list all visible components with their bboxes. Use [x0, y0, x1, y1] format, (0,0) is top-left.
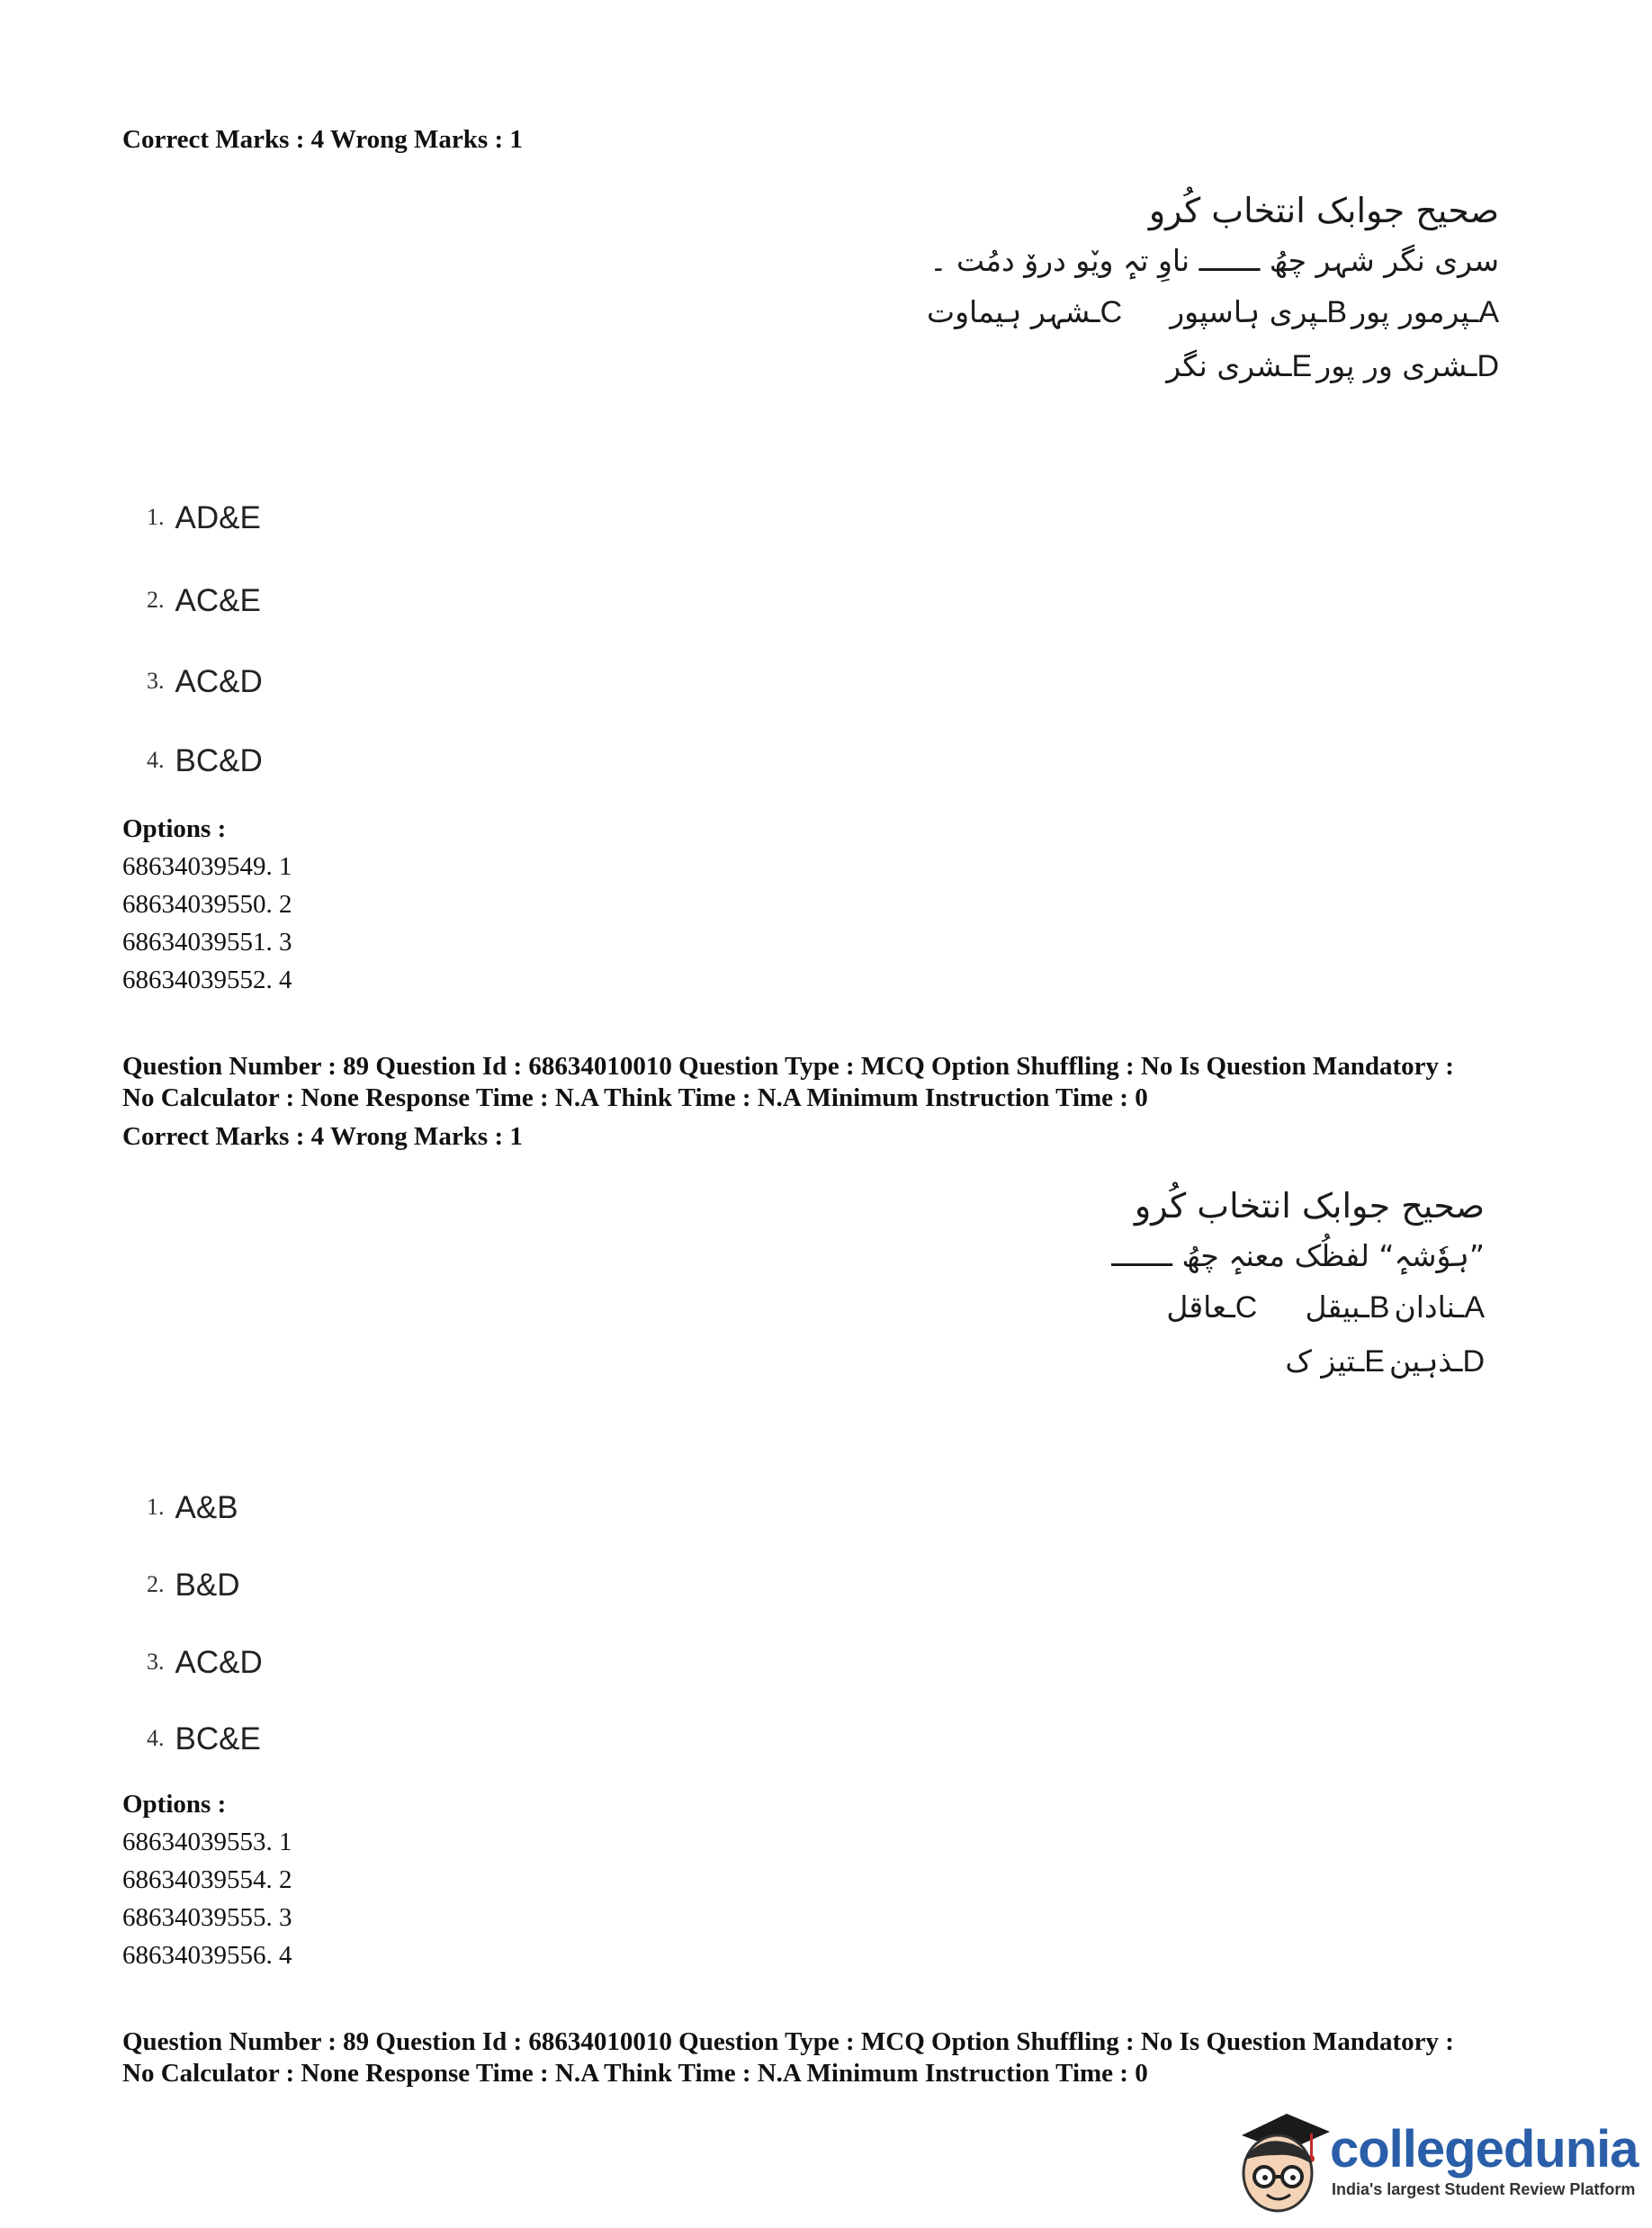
urdu-option-a: Aـنادان [1394, 1289, 1485, 1325]
urdu-option-e: Eـشری نگر [1166, 348, 1313, 383]
urdu-option-b: Bـپری ہاسپور [1170, 294, 1348, 329]
question-header-line1: Question Number : 89 Question Id : 68634010010 Question Type : MCQ Option Shuffling : No Is Question Mandatory : [122, 2027, 1454, 2056]
urdu-option-d: Dـشری ور پور [1316, 348, 1499, 383]
mascot-logo-icon [1224, 2101, 1332, 2218]
answer-choice: 4. BC&D [147, 743, 263, 778]
urdu-option-a: Aـپرمور پور [1351, 294, 1499, 329]
option-id: 68634039549. 1 [122, 852, 292, 881]
answer-choice: 1. AD&E [147, 500, 261, 535]
urdu-question: سری نگر شہر چھُ ـــــــ ناوِ تہٕ ویٚو دروٚ دمُت ۔ [929, 243, 1499, 278]
answer-choice: 1. A&B [147, 1490, 238, 1525]
options-label: Options : [122, 1790, 227, 1819]
correct-wrong-marks: Correct Marks : 4 Wrong Marks : 1 [122, 125, 523, 154]
urdu-option-b: Bـبیقل [1305, 1289, 1390, 1325]
options-label: Options : [122, 814, 227, 843]
option-id: 68634039553. 1 [122, 1828, 292, 1856]
option-id: 68634039550. 2 [122, 890, 292, 919]
question-header-line2: No Calculator : None Response Time : N.A Think Time : N.A Minimum Instruction Time : 0 [122, 2059, 1148, 2088]
urdu-instruction: صحیح جوابک انتخاب کُرو [1148, 191, 1499, 230]
answer-choice: 3. AC&D [147, 664, 263, 699]
option-id: 68634039551. 3 [122, 928, 292, 957]
answer-choice: 3. AC&D [147, 1645, 263, 1680]
answer-choice: 2. AC&E [147, 583, 261, 618]
option-id: 68634039556. 4 [122, 1941, 292, 1970]
brand-tagline: India's largest Student Review Platform [1332, 2180, 1636, 2198]
option-id: 68634039554. 2 [122, 1865, 292, 1894]
question-header-line2: No Calculator : None Response Time : N.A Think Time : N.A Minimum Instruction Time : 0 [122, 1083, 1148, 1112]
question-header-line1: Question Number : 89 Question Id : 68634010010 Question Type : MCQ Option Shuffling : No Is Question Mandatory : [122, 1052, 1454, 1081]
brand-name: collegedunia [1330, 2120, 1639, 2179]
question-urdu-text [855, 1186, 1485, 1379]
collegedunia-watermark [1224, 2101, 1638, 2218]
question-urdu-text [869, 191, 1499, 384]
option-id: 68634039552. 4 [122, 966, 292, 994]
urdu-option-c: Cـشہر ہیماوت [927, 294, 1123, 329]
urdu-option-c: Cـعاقل [1166, 1289, 1258, 1325]
urdu-instruction: صحیح جوابک انتخاب کُرو [1134, 1186, 1485, 1226]
urdu-option-e: Eـتیز ک [1285, 1343, 1385, 1379]
answer-choice: 2. B&D [147, 1568, 240, 1603]
urdu-option-d: Dـذہین [1389, 1343, 1485, 1379]
answer-choice: 4. BC&E [147, 1721, 261, 1756]
option-id: 68634039555. 3 [122, 1903, 292, 1932]
correct-wrong-marks: Correct Marks : 4 Wrong Marks : 1 [122, 1122, 523, 1151]
urdu-question: ”ہوٗشہٕ“ لفظُک معنہٕ چھُ ـــــــ [1111, 1238, 1485, 1273]
